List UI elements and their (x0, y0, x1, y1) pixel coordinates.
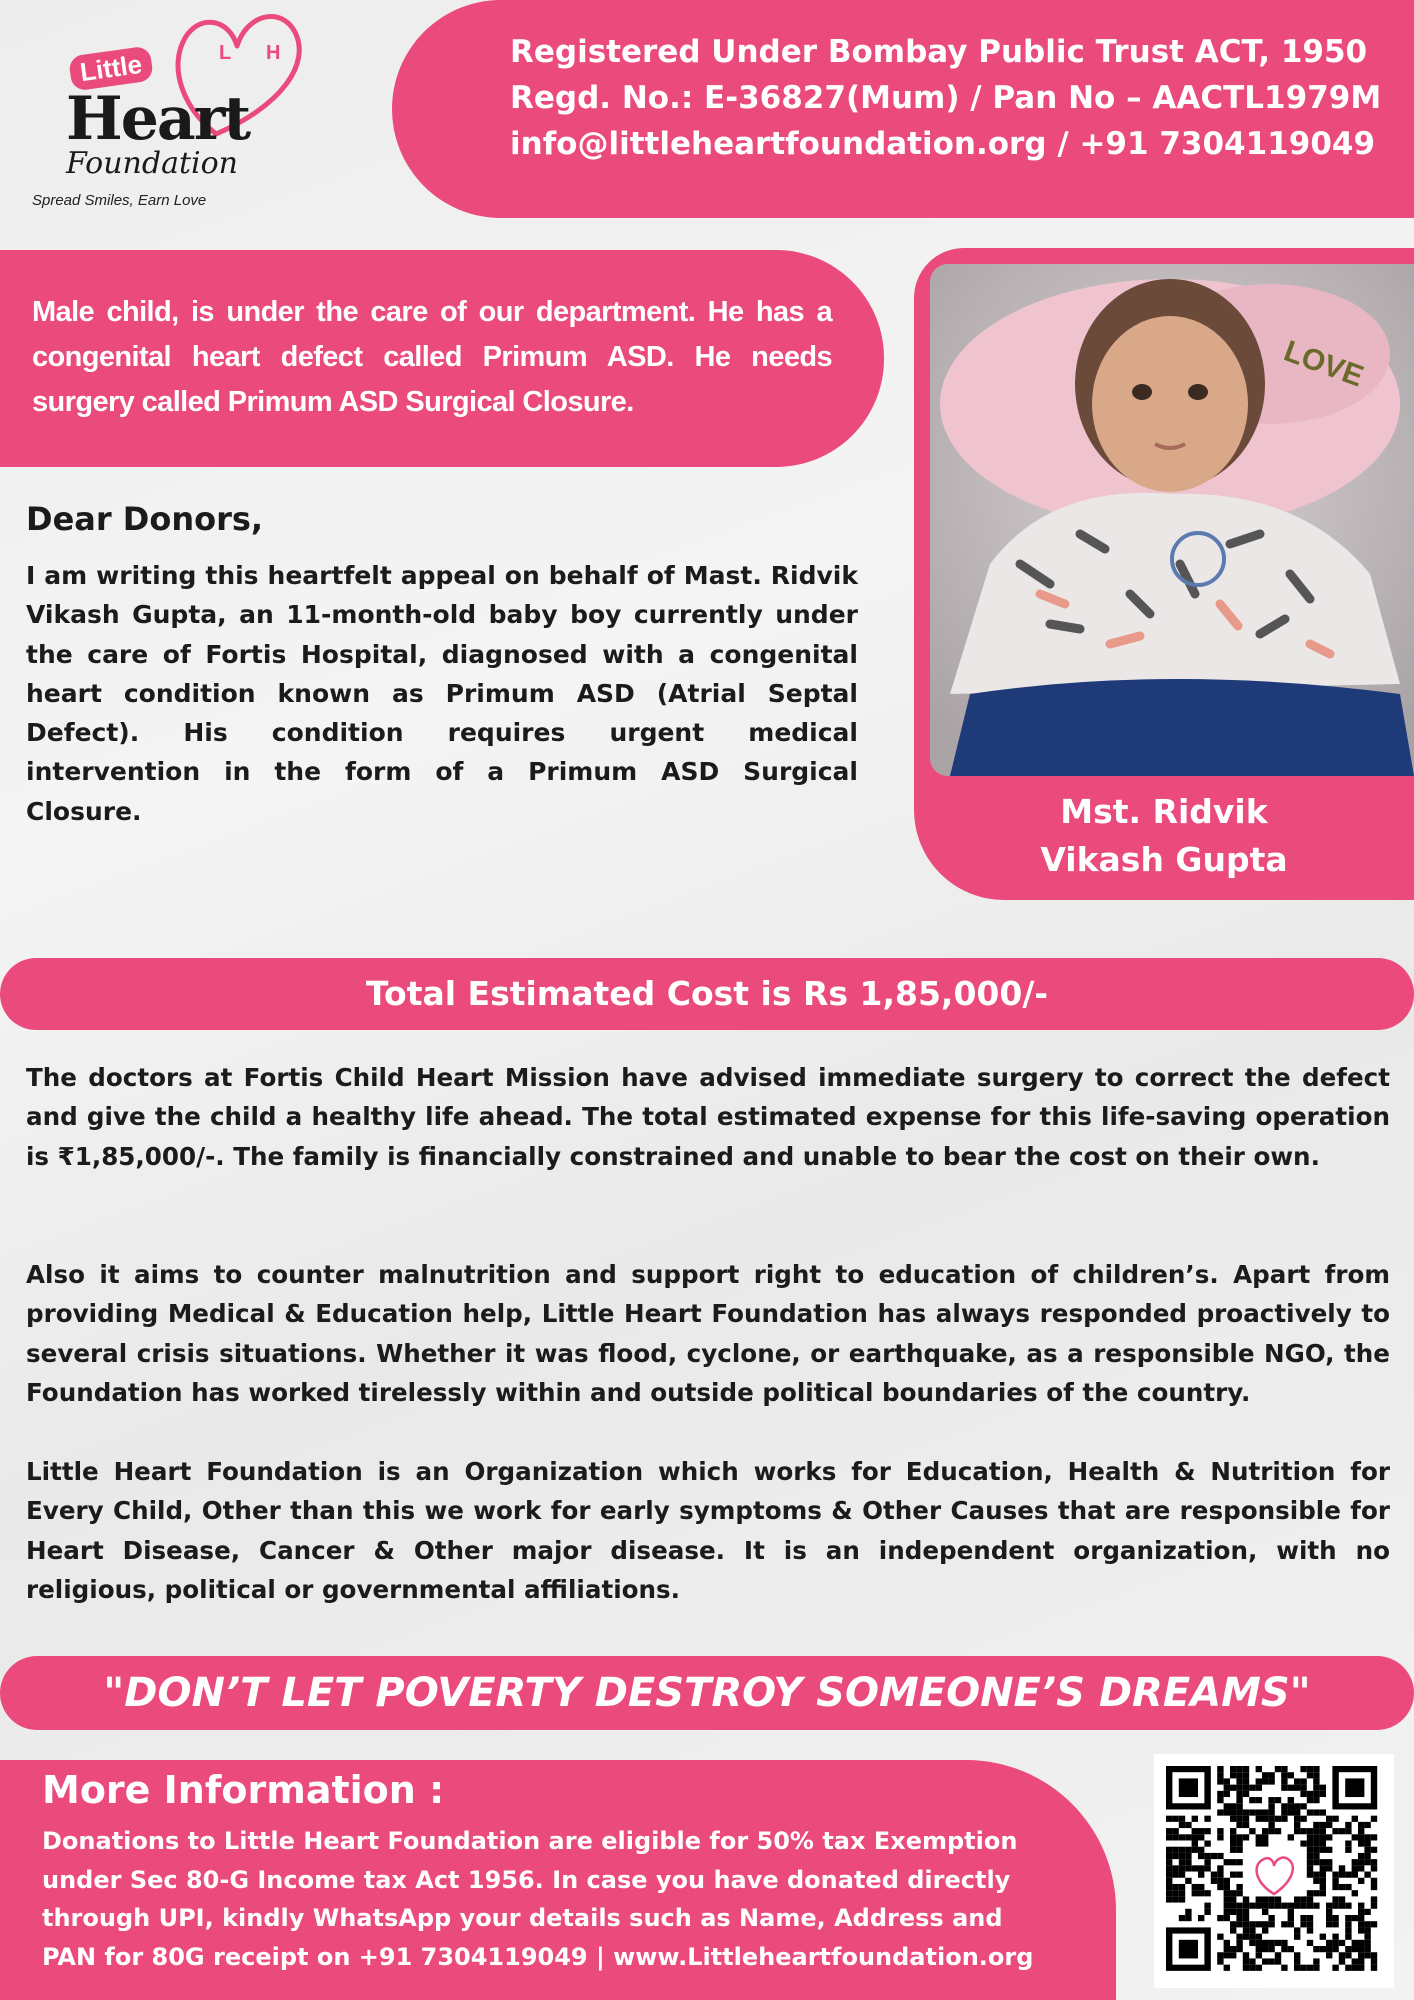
contact-line: info@littleheartfoundation.org / +91 7304119049 (510, 126, 1376, 162)
logo-heart: Heart (66, 84, 250, 154)
registration-line: Registered Under Bombay Public Trust ACT, 1950 (510, 34, 1368, 70)
child-photo (930, 264, 1414, 776)
cost-banner (0, 958, 1414, 1030)
slogan-text: "DON’T LET POVERTY DESTROY SOMEONE’S DREAMS" (103, 1670, 1311, 1716)
intro-banner (0, 250, 884, 467)
qr-code-icon (1154, 1754, 1394, 1988)
child-name-line1: Mst. Ridvik (1060, 792, 1268, 831)
cost-text: Total Estimated Cost is Rs 1,85,000/- (365, 974, 1049, 1013)
appeal-letter: I am writing this heartfelt appeal on behalf of Mast. Ridvik Vikash Gupta, an 11-month-old baby boy currently under the care of Fortis Hospital, diagnosed with a congenital heart condition known as Primum ASD (Atrial Septal Defect). His condition requires urgent medical intervention in the form of a Primum ASD Surgical Closure. (26, 561, 858, 826)
greeting: Dear Donors, (26, 500, 264, 538)
registration-banner (392, 0, 1414, 218)
logo-little: Little (68, 45, 154, 91)
logo-foundation: Foundation (66, 146, 239, 181)
logo-tagline: Spread Smiles, Earn Love (32, 192, 207, 209)
more-info-text: Donations to Little Heart Foundation are eligible for 50% tax Exemption under Sec 80-G Income tax Act 1956. In case you have donated directly through UPI, kindly WhatsApp your details such as Name, Address and PAN for 80G receipt on +91 7304119049 | www.Littleheartfoundation.org (42, 1827, 1034, 1971)
more-info-box (0, 1760, 1116, 2000)
child-name-line2: Vikash Gupta (1040, 840, 1288, 879)
child-photo-card (914, 248, 1414, 900)
slogan-banner (0, 1656, 1414, 1730)
intro-text: Male child, is under the care of our department. He has a congenital heart defect called Primum ASD. He needs surgery called Primum ASD Surgical Closure. (32, 296, 832, 418)
qr-code[interactable] (1154, 1754, 1394, 1988)
logo-mark-h: H (266, 42, 281, 64)
child-name (914, 788, 1414, 884)
paragraph-organization: Little Heart Foundation is an Organization which works for Education, Health & Nutrition for Every Child, Other than this we work for early symptoms & Other Causes that are responsible for Heart Disease, Cancer & Other major disease. It is an independent organization, with no religious, political or governmental affiliations. (26, 1457, 1390, 1604)
logo-mark-l: L (219, 42, 232, 64)
paragraph-mission: Also it aims to counter malnutrition and support right to education of children’s. Apart from providing Medical & Education help, Little Heart Foundation has always responded proactively to several crisis situations. Whether it was flood, cyclone, or earthquake, as a responsible NGO, the Foundation has worked tirelessly within and outside political boundaries of the country. (26, 1260, 1390, 1407)
foundation-logo (26, 6, 286, 214)
paragraph-surgery: The doctors at Fortis Child Heart Mission have advised immediate surgery to correct the defect and give the child a healthy life ahead. The total estimated expense for this life-saving operation is ₹1,85,000/-. The family is financially constrained and unable to bear the cost on their own. (26, 1063, 1390, 1171)
more-info-heading: More Information : (42, 1768, 445, 1812)
regd-pan-line: Regd. No.: E-36827(Mum) / Pan No – AACTL1979M (510, 80, 1382, 116)
svg-text:LOVE: LOVE (1279, 334, 1368, 394)
